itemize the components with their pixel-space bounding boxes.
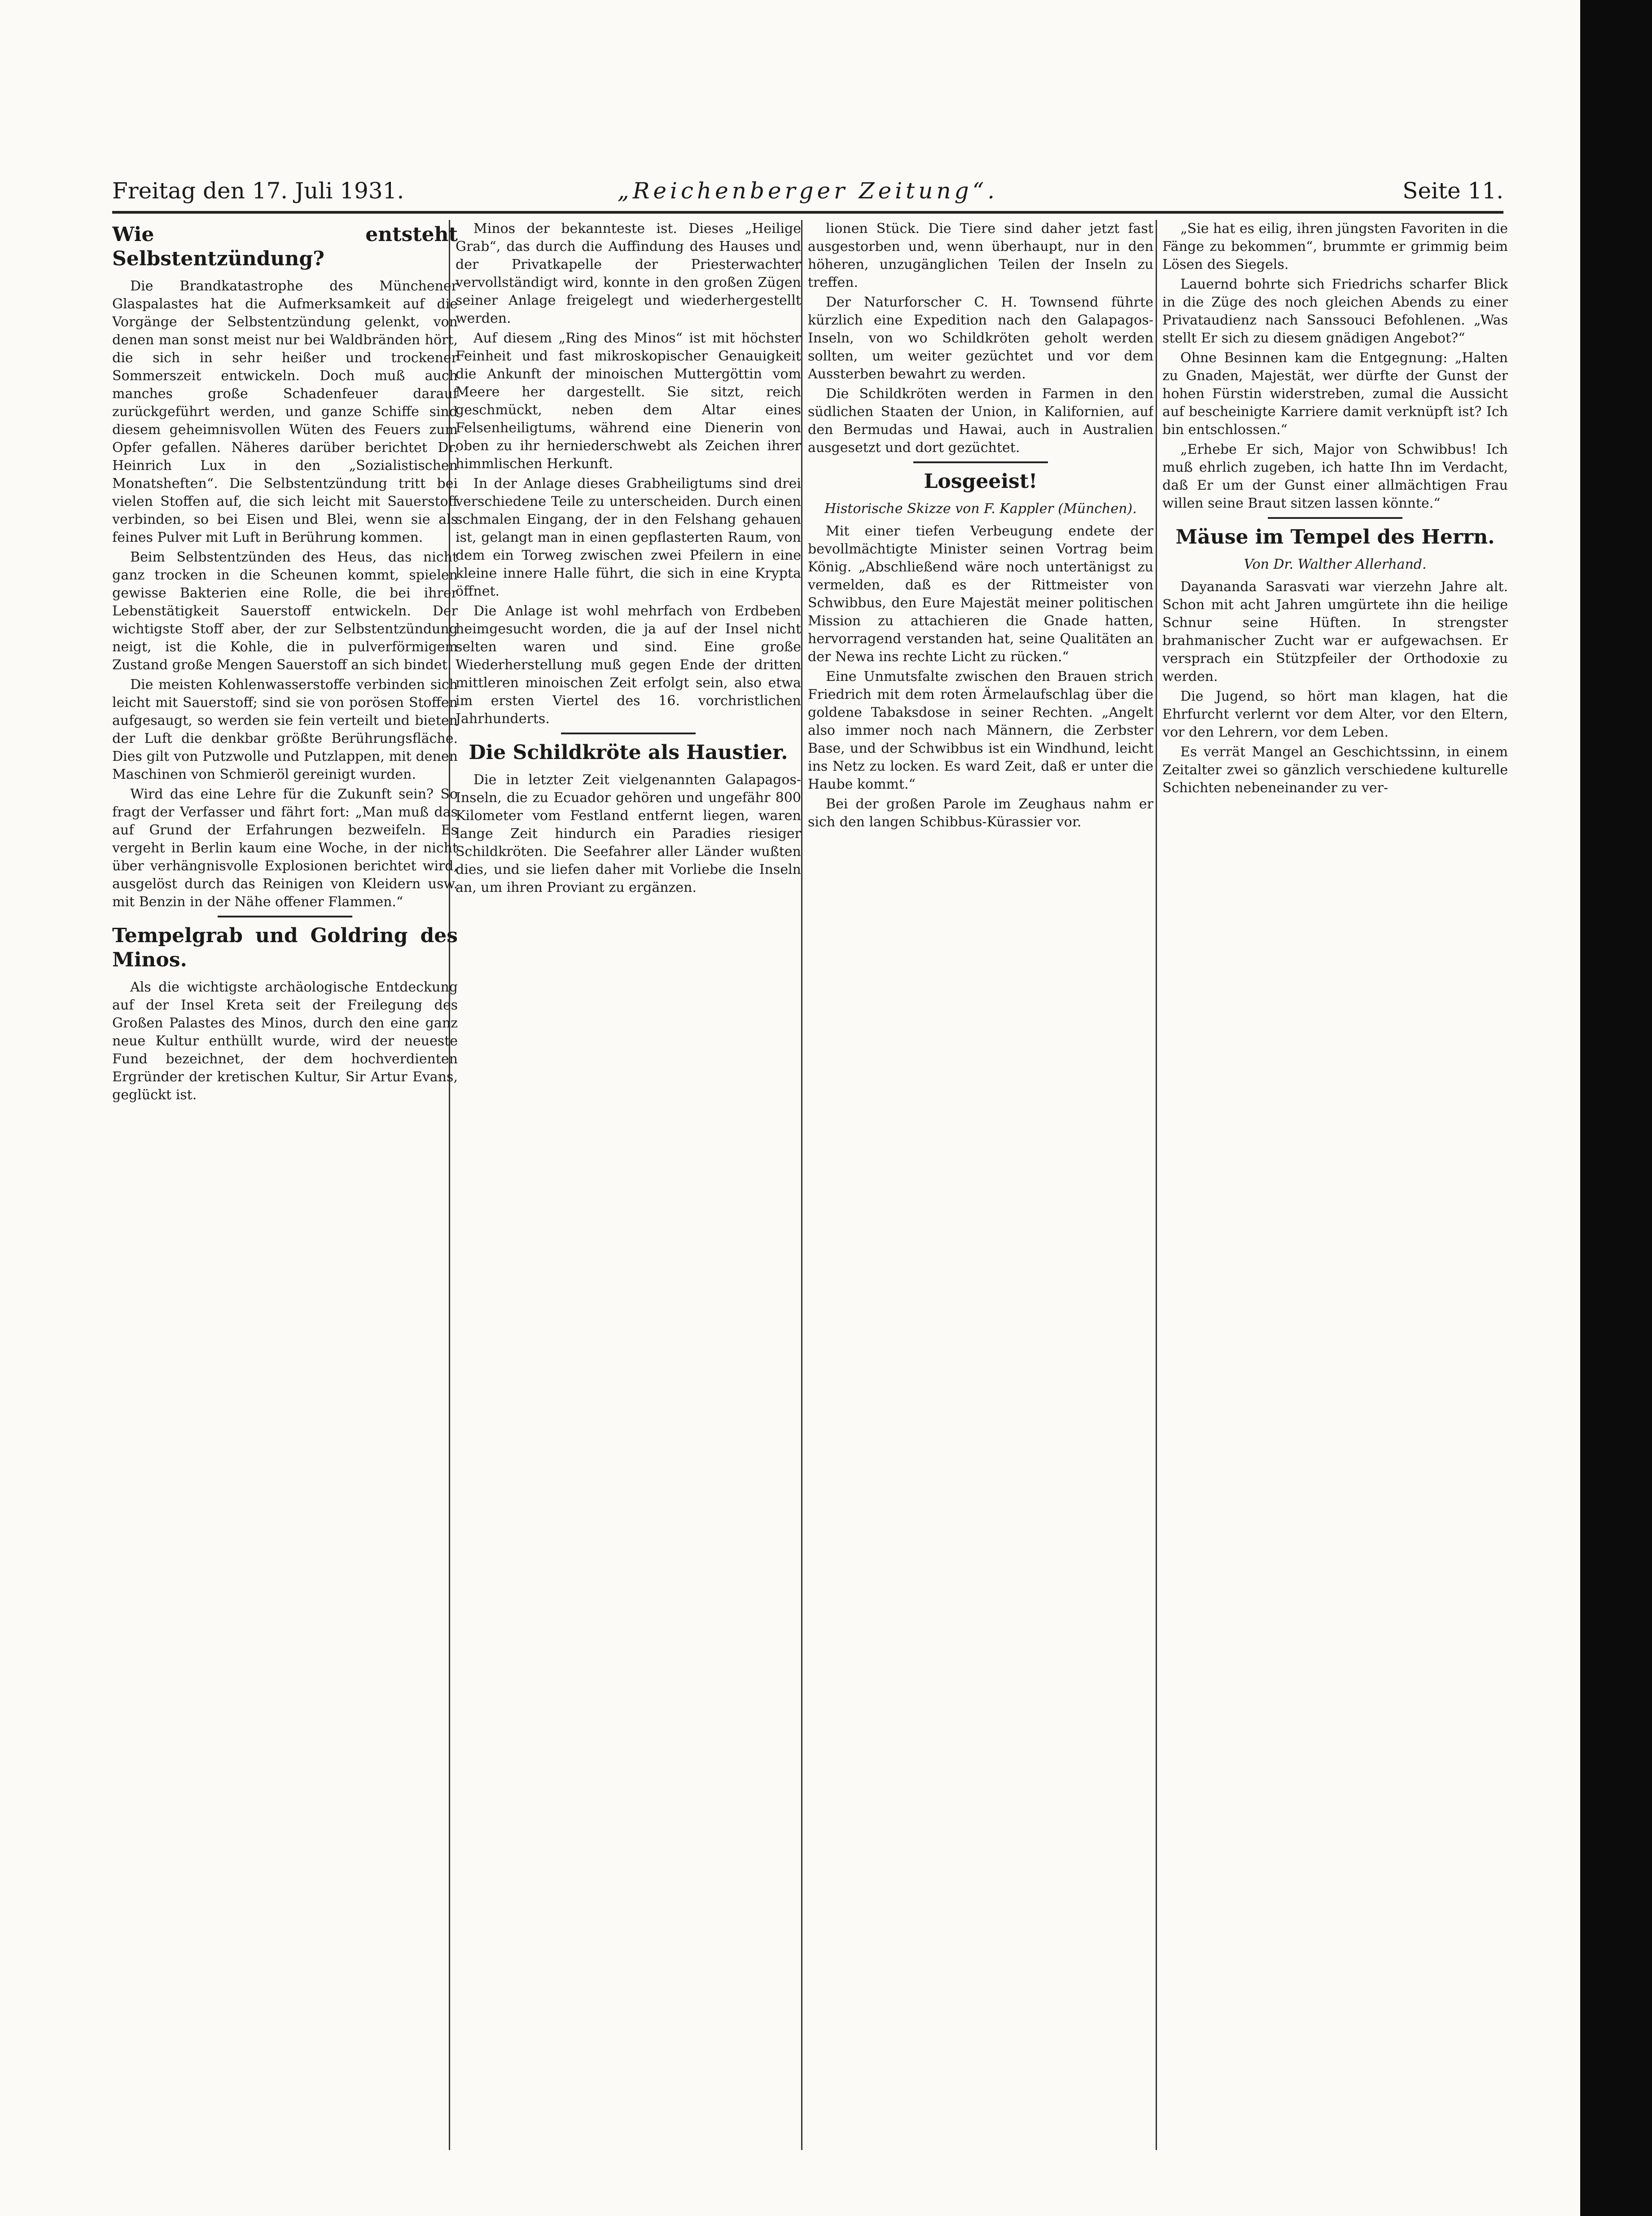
- article-paragraph: Wird das eine Lehre für die Zukunft sein? So fragt der Verfasser und fährt fort: „Man muß das auf Grund der Erfahrungen bezweifeln. Es vergeht in Berlin kaum eine Woche, in der nicht über verhängnisvolle Explosionen berichtet wird, ausgelöst durch das Reinigen von Kleidern usw. mit Benzin in der Nähe offener Flammen.“: [112, 786, 458, 910]
- column-4: [1162, 220, 1508, 2150]
- article-paragraph: „Sie hat es eilig, ihren jüngsten Favoriten in die Fänge zu bekommen“, brummte er grimmig beim Lösen des Siegels.: [1162, 221, 1508, 272]
- section-divider: [913, 461, 1048, 463]
- article-paragraph: Lauernd bohrte sich Friedrichs scharfer Blick in die Züge des noch gleichen Abends zu einer Privataudienz nach Sanssouci Befohlenen. „Was stellt Er sich zu diesem gnädigen Angebot?“: [1162, 276, 1508, 346]
- article-paragraph: Die Jugend, so hört man klagen, hat die Ehrfurcht verlernt vor dem Alter, vor den Eltern, vor den Lehrern, vor dem Leben.: [1162, 689, 1508, 740]
- article-paragraph: Die Brandkatastrophe des Münchener Glaspalastes hat die Aufmerksamkeit auf die Vorgänge der Selbstentzündung gelenkt, von denen man sonst meist nur bei Waldbränden hört, die sich in sehr heißer und trockener Sommerszeit entwickeln. Doch muß auch manches große Schadenfeuer darauf zurückgeführt werden, und ganze Schiffe sind diesem geheimnisvollen Wüten des Feuers zum Opfer gefallen. Näheres darüber berichtet Dr. Heinrich Lux in den „Sozialistischen Monatsheften“. Die Selbstentzündung tritt bei vielen Stoffen auf, die sich leicht mit Sauerstoff verbinden, so bei Eisen und Blei, wenn sie als feines Pulver mit Luft in Berührung kommen.: [112, 278, 458, 545]
- article-paragraph: Minos der bekannteste ist. Dieses „Heilige Grab“, das durch die Auffindung des Hauses und der Privatkapelle der Priesterwachter vervollständigt wird, konnte in den großen Zügen seiner Anlage freigelegt und wiederhergestellt werden.: [456, 221, 801, 326]
- article-title-losgeeist: Losgeeist!: [924, 470, 1038, 493]
- scan-edge: [1580, 0, 1652, 2216]
- column-1: [112, 220, 458, 2150]
- column-divider: [1156, 220, 1157, 2150]
- article-subtitle: Von Dr. Walther Allerhand.: [1244, 557, 1427, 572]
- article-paragraph: Der Naturforscher C. H. Townsend führte kürzlich eine Expedition nach den Galapagos-Inseln, von wo Schildkröten geholt werden sollten, um weiter gezüchtet und vor dem Aussterben bewahrt zu werden.: [808, 294, 1153, 382]
- article-paragraph: Beim Selbstentzünden des Heus, das nicht ganz trocken in die Scheunen kommt, spielen gewisse Bakterien eine Rolle, die bei ihrer Lebenstätigkeit Sauerstoff entwickeln. Der wichtigste Stoff aber, der zur Selbstentzündung neigt, ist die Kohle, die in pulverförmigem Zustand große Mengen Sauerstoff an sich bindet.: [112, 549, 458, 673]
- header-paper-name: „Reichenberger Zeitung“.: [617, 178, 999, 204]
- article-paragraph: Die in letzter Zeit vielgenannten Galapagos-Inseln, die zu Ecuador gehören und ungefähr 800 Kilometer vom Festland entfernt liegen, waren lange Zeit hindurch ein Paradies riesiger Schildkröten. Die Seefahrer aller Länder wußten dies, und sie liefen daher mit Vorliebe die Inseln an, um ihren Proviant zu ergänzen.: [456, 772, 801, 895]
- article-paragraph: „Erhebe Er sich, Major von Schwibbus! Ich muß ehrlich zugeben, ich hatte Ihn im Verdacht, daß Er um der Gunst einer allmächtigen Frau willen seine Braut sitzen lassen könnte.“: [1162, 442, 1508, 511]
- section-divider: [218, 916, 352, 917]
- header-rule: [112, 211, 1503, 214]
- article-title-tempelgrab: Tempelgrab und Goldring des Minos.: [112, 924, 458, 971]
- article-paragraph: Die meisten Kohlenwasserstoffe verbinden sich leicht mit Sauerstoff; sind sie von porösen Stoffen aufgesaugt, so werden sie fein verteilt und bieten der Luft die denkbar größte Berührungsfläche. Dies gilt von Putzwolle und Putzlappen, mit denen Maschinen von Schmieröl gereinigt wurden.: [112, 677, 458, 782]
- article-paragraph: Auf diesem „Ring des Minos“ ist mit höchster Feinheit und fast mikroskopischer Genauigkeit die Ankunft der minoischen Muttergöttin vom Meere her dargestellt. Sie sitzt, reich geschmückt, neben dem Altar eines Felsenheiligtums, während eine Dienerin von oben zu ihr herniederschwebt als Zeichen ihrer himmlischen Herkunft.: [456, 330, 801, 472]
- article-title-selbstentzuendung: Wie entsteht Selbstentzündung?: [112, 223, 458, 270]
- column-3: [808, 220, 1153, 2150]
- article-paragraph: Dayananda Sarasvati war vierzehn Jahre alt. Schon mit acht Jahren umgürtete ihn die heilige Schnur seine Hüften. In strengster brahmanischer Zucht war er aufgewachsen. Er versprach ein Stützpfeiler der Orthodoxie zu werden.: [1162, 579, 1508, 685]
- article-paragraph: In der Anlage dieses Grabheiligtums sind drei verschiedene Teile zu unterscheiden. Durch einen schmalen Eingang, der in den Felshang gehauen ist, gelangt man in einen gepflasterten Raum, von dem ein Torweg zwischen zwei Pfeilern in eine kleine innere Halle führt, die sich in eine Krypta öffnet.: [456, 476, 801, 599]
- article-paragraph: Eine Unmutsfalte zwischen den Brauen strich Friedrich mit dem roten Ärmelaufschlag über die goldene Tabaksdose in seiner Rechten. „Angelt also immer noch nach Männern, die Zerbster Base, und der Schwibbus ist ein Windhund, leicht ins Netz zu locken. Es ward Zeit, daß er unter die Haube kommt.“: [808, 669, 1153, 792]
- article-paragraph: lionen Stück. Die Tiere sind daher jetzt fast ausgestorben und, wenn überhaupt, nur in den höheren, unzugänglichen Teilen der Inseln zu treffen.: [808, 221, 1153, 290]
- header-page-number: Seite 11.: [1402, 178, 1503, 204]
- article-title-schildkroete: Die Schildkröte als Haustier.: [469, 741, 788, 764]
- article-paragraph: Als die wichtigste archäologische Entdeckung auf der Insel Kreta seit der Freilegung des Großen Palastes des Minos, durch den eine ganz neue Kultur enthüllt wurde, wird der neueste Fund bezeichnet, der dem hochverdienten Ergründer der kretischen Kultur, Sir Artur Evans, geglückt ist.: [112, 979, 458, 1103]
- header-date: Freitag den 17. Juli 1931.: [112, 178, 404, 204]
- article-subtitle: Historische Skizze von F. Kappler (München).: [824, 501, 1137, 517]
- section-divider: [561, 733, 696, 734]
- page-header: [112, 171, 1503, 211]
- article-paragraph: Bei der großen Parole im Zeughaus nahm er sich den langen Schibbus-Kürassier vor.: [808, 796, 1153, 830]
- article-paragraph: Es verrät Mangel an Geschichtssinn, in einem Zeitalter zwei so gänzlich verschiedene kulturelle Schichten nebeneinander zu ver-: [1162, 744, 1508, 796]
- article-paragraph: Mit einer tiefen Verbeugung endete der bevollmächtigte Minister seinen Vortrag beim König. „Abschließend wäre noch untertänigst zu vermelden, daß es der Rittmeister von Schwibbus, den Eure Majestät meiner politischen Mission zu attachieren die Gnade hatten, hervorragend verstanden hat, seine Qualitäten an der Newa ins rechte Licht zu rücken.“: [808, 523, 1153, 665]
- column-divider: [801, 220, 802, 2150]
- section-divider: [1268, 517, 1402, 519]
- article-title-maeuse: Mäuse im Tempel des Herrn.: [1175, 526, 1495, 549]
- article-paragraph: Ohne Besinnen kam die Entgegnung: „Halten zu Gnaden, Majestät, wer dürfte der Gunst der hohen Fürstin widerstreben, zumal die Aussicht auf bescheinigte Karriere damit verknüpft ist? Ich bin entschlossen.“: [1162, 350, 1508, 438]
- column-2: [456, 220, 801, 2150]
- article-paragraph: Die Anlage ist wohl mehrfach von Erdbeben heimgesucht worden, die ja auf der Insel nicht selten waren und sind. Eine große Wiederherstellung muß gegen Ende der dritten mittleren minoischen Zeit erfolgt sein, also etwa im ersten Viertel des 16. vorchristlichen Jahrhunderts.: [456, 603, 801, 727]
- article-paragraph: Die Schildkröten werden in Farmen in den südlichen Staaten der Union, in Kalifornien, auf den Bermudas und Hawai, auch in Australien ausgesetzt und dort gezüchtet.: [808, 386, 1153, 456]
